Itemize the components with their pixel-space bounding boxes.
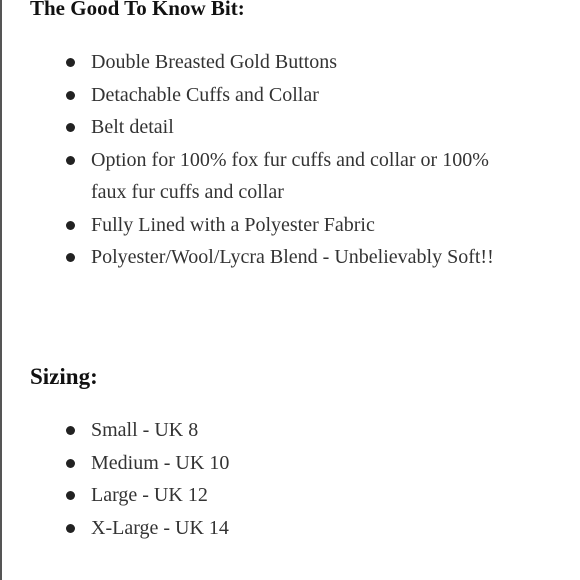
- list-item-text: Belt detail: [91, 116, 174, 138]
- list-item: [30, 512, 500, 545]
- list-item: [30, 79, 500, 112]
- list-item: [30, 144, 500, 209]
- left-border-rule: [0, 0, 2, 580]
- bullet-icon: [66, 253, 75, 262]
- bullet-icon: [66, 459, 75, 468]
- list-item-text: Large - UK 12: [91, 484, 208, 506]
- section-heading-sizing: Sizing:: [30, 364, 98, 389]
- bullet-icon: [66, 156, 75, 165]
- list-item: [30, 447, 500, 480]
- list-item: [30, 209, 500, 242]
- list-item: [30, 241, 500, 274]
- bullet-icon: [66, 91, 75, 100]
- bullet-icon: [66, 221, 75, 230]
- bullet-icon: [66, 491, 75, 500]
- sizing-list: [30, 414, 500, 544]
- list-item-text: Fully Lined with a Polyester Fabric: [91, 213, 375, 236]
- list-item-text: Medium - UK 10: [91, 451, 230, 474]
- bullet-icon: [66, 524, 75, 533]
- list-item: [30, 414, 500, 447]
- section-heading-good-to-know: The Good To Know Bit:: [30, 0, 245, 20]
- features-list: [30, 46, 500, 274]
- list-item: [30, 46, 500, 79]
- list-item-text: Small - UK 8: [91, 419, 199, 441]
- list-item: [30, 479, 500, 512]
- bullet-icon: [66, 58, 75, 67]
- list-item-text: Detachable Cuffs and Collar: [91, 83, 319, 106]
- bullet-icon: [66, 426, 75, 435]
- list-item-text: Double Breasted Gold Buttons: [91, 51, 338, 73]
- bullet-icon: [66, 123, 75, 132]
- list-item-text: Polyester/Wool/Lycra Blend - Unbelievably Soft!!: [91, 246, 494, 268]
- list-item-text: Option for 100% fox fur cuffs and collar or 100% faux fur cuffs and collar: [91, 148, 489, 203]
- list-item: [30, 111, 500, 144]
- list-item-text: X-Large - UK 14: [91, 516, 229, 539]
